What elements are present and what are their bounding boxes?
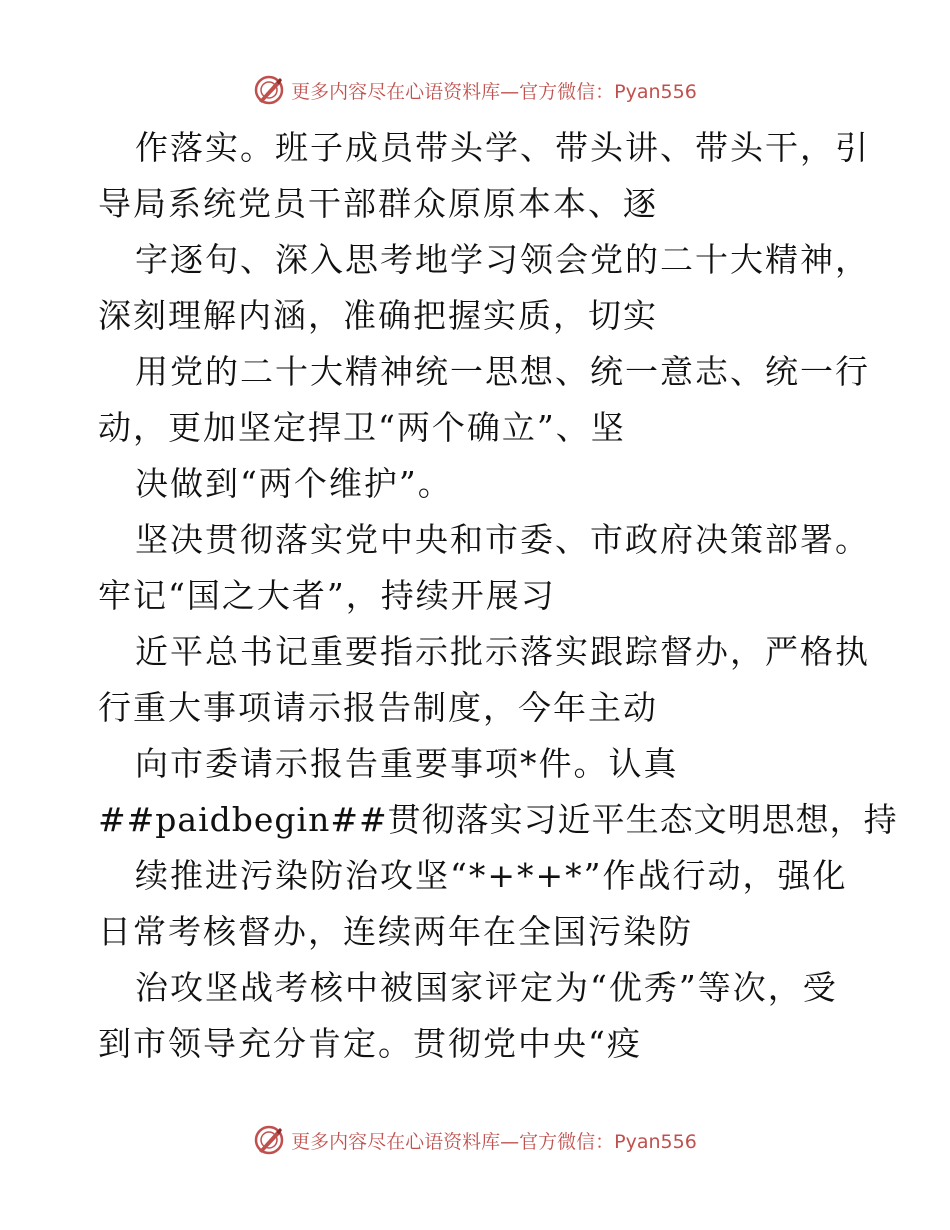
text-line: 牢记“国之大者”，持续开展习 bbox=[98, 576, 556, 615]
text-line: 治攻坚战考核中被国家评定为“优秀”等次，受 bbox=[135, 968, 838, 1007]
text-line: ##paidbegin##贯彻落实习近平生态文明思想，持 bbox=[98, 800, 898, 839]
text-line: 深刻理解内涵，准确把握实质，切实 bbox=[98, 296, 658, 335]
pen-logo-icon bbox=[253, 74, 285, 106]
footer-watermark-banner bbox=[0, 1120, 950, 1160]
footer-watermark-text: 更多内容尽在心语资料库—官方微信：Pyan556 bbox=[291, 1130, 697, 1153]
text-line: 决做到“两个维护”。 bbox=[135, 464, 453, 503]
text-line: 续推进污染防治攻坚“*+*+*”作战行动，强化 bbox=[135, 856, 848, 895]
document-body bbox=[98, 120, 898, 1072]
header-watermark-text: 更多内容尽在心语资料库—官方微信：Pyan556 bbox=[291, 80, 697, 103]
text-line: 日常考核督办，连续两年在全国污染防 bbox=[98, 912, 693, 951]
header-watermark-banner bbox=[0, 70, 950, 110]
text-line: 到市领导充分肯定。贯彻党中央“疫 bbox=[98, 1024, 642, 1063]
text-line: 行重大事项请示报告制度，今年主动 bbox=[98, 688, 658, 727]
text-line: 动，更加坚定捍卫“两个确立”、坚 bbox=[98, 408, 626, 447]
text-line: 用党的二十大精神统一思想、统一意志、统一行 bbox=[135, 352, 870, 391]
text-line: 向市委请示报告重要事项*件。认真 bbox=[135, 744, 679, 783]
text-line: 字逐句、深入思考地学习领会党的二十大精神， bbox=[135, 240, 870, 279]
text-line: 导局系统党员干部群众原原本本、逐 bbox=[98, 184, 658, 223]
text-line: 坚决贯彻落实党中央和市委、市政府决策部署。 bbox=[135, 520, 870, 559]
pen-logo-icon bbox=[253, 1124, 285, 1156]
text-line: 作落实。班子成员带头学、带头讲、带头干，引 bbox=[135, 128, 870, 167]
text-line: 近平总书记重要指示批示落实跟踪督办，严格执 bbox=[135, 632, 870, 671]
